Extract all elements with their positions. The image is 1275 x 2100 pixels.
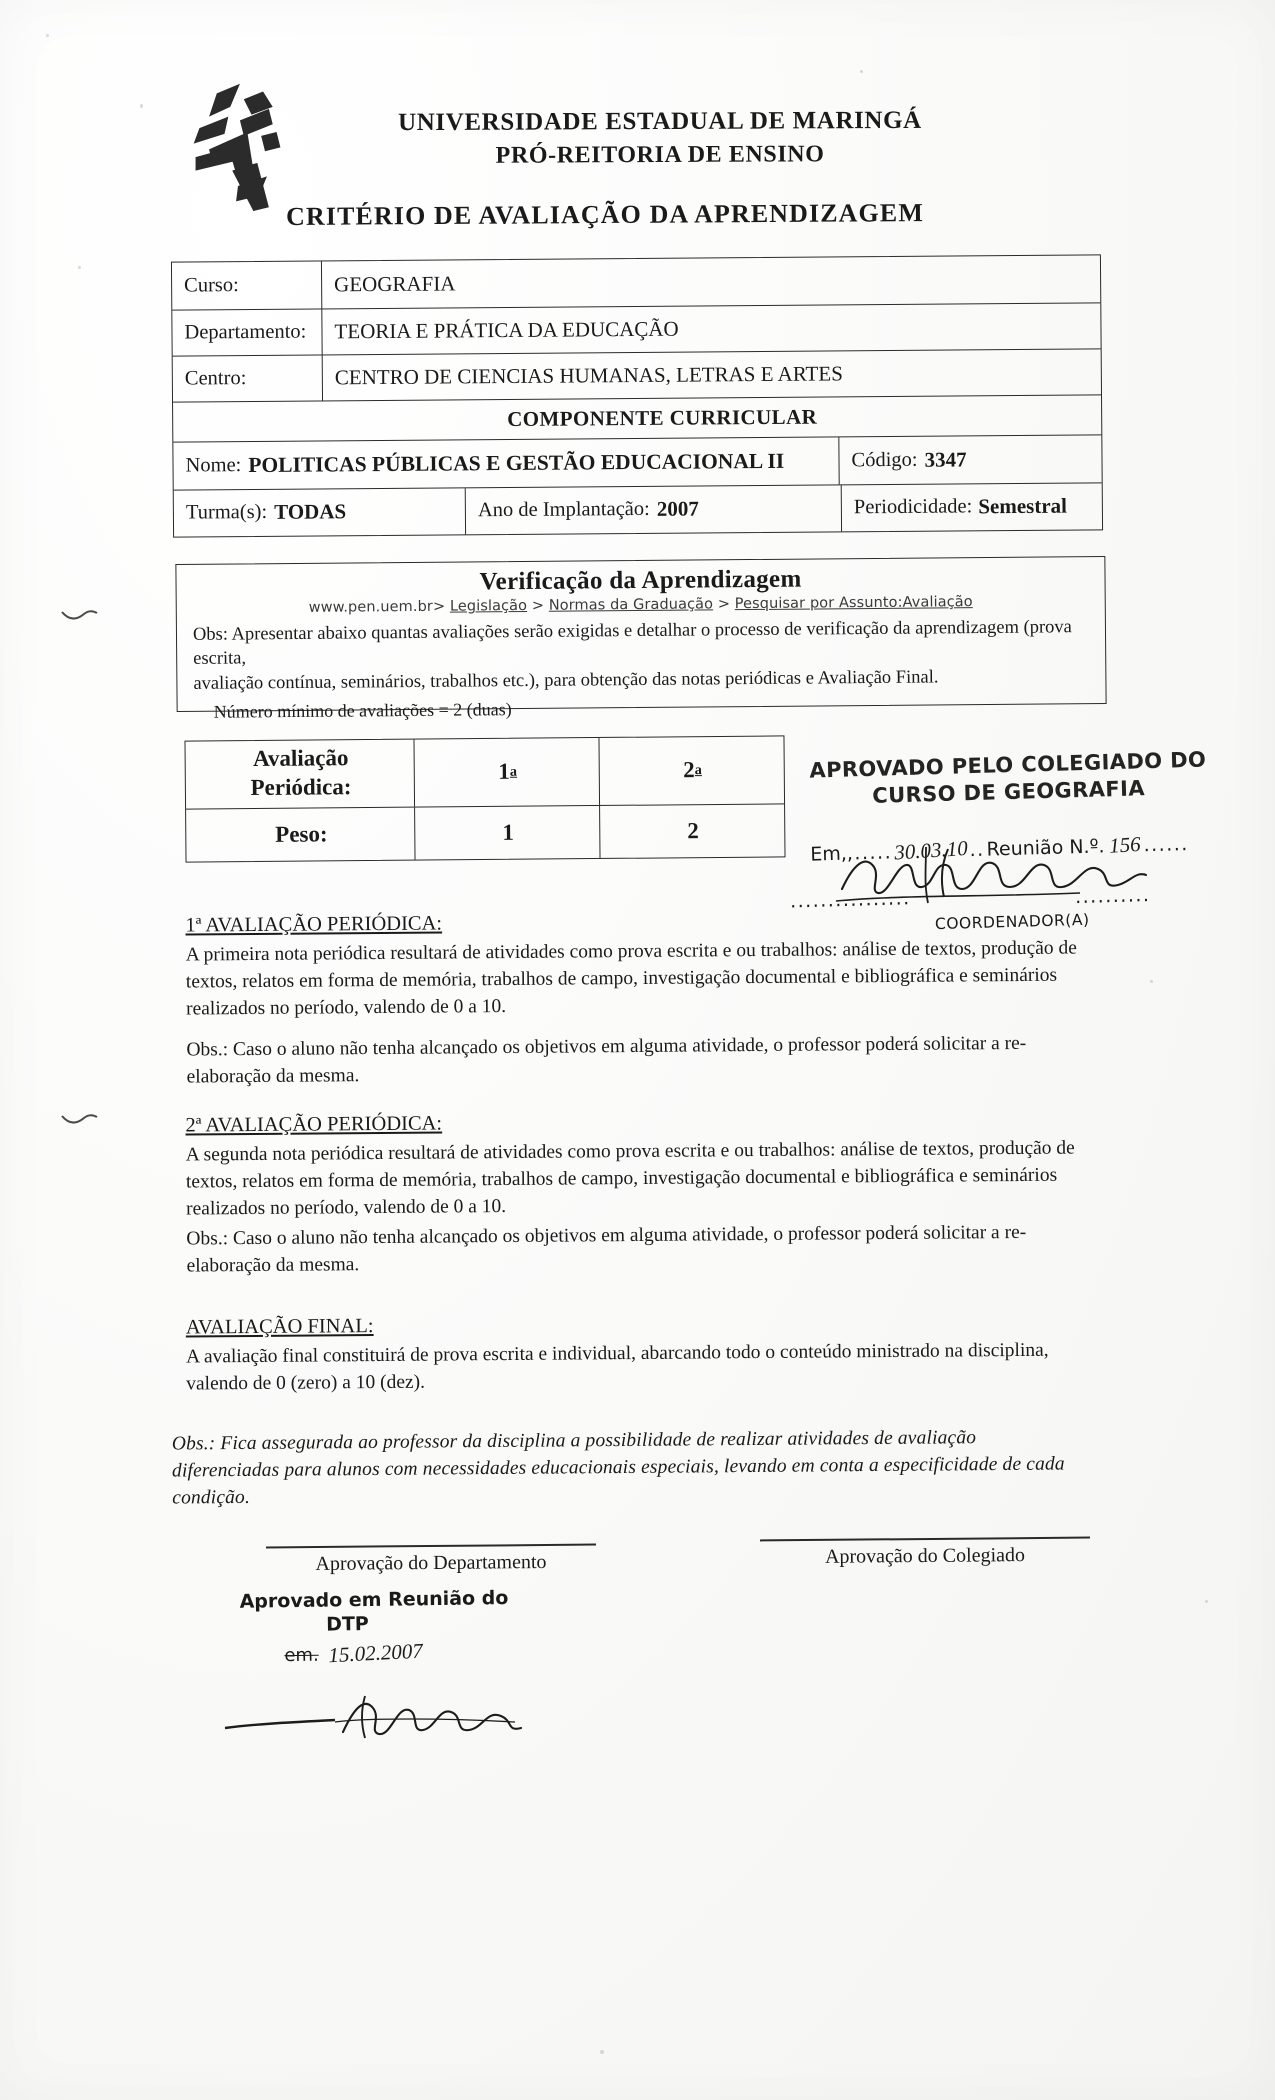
url-crumb-pesquisar: Pesquisar por Assunto:Avaliação [734,594,973,613]
codigo-value: 3347 [924,446,967,472]
final-note: Obs.: Fica assegurada ao professor da disciplina a possibilidade de realizar atividades de avaliação diferenciadas para alunos com necessidades educacionais especiais, levando em conta a especificidade de cada condição. [171,1427,1065,1509]
url-separator: > [717,596,731,613]
verificacao-minimo: Número mínimo de avaliações = 2 (duas) [213,699,512,722]
nome-cell [173,437,839,489]
scan-speck [1205,1600,1208,1603]
turma-label: Turma(s): [185,500,268,524]
peso-value-2: 2 [687,817,699,843]
verificacao-obs-line1: Obs: Apresentar abaixo quantas avaliações serão exigidas e detalhar o processo de verificação da aprendizagem (prova escrita, [192,617,1072,670]
stamp-reuniao-label: Reunião N.º [986,835,1099,861]
col1-number: 1 [498,758,510,784]
col-2a-header [599,736,784,805]
turma-cell [174,488,466,536]
centro-value: CENTRO DE CIENCIAS HUMANAS, LETRAS E ARTES [334,360,843,389]
stamp-title-line2: CURSO DE GEOGRAFIA [871,776,1146,808]
department-signature [215,1688,555,1746]
componente-curricular-band: COMPONENTE CURRICULAR [507,404,818,431]
section-2a-avaliacao [185,1104,1086,1280]
scan-speck [860,70,863,73]
verificacao-obs-line2: avaliação contínua, seminários, trabalhos etc.), para obtenção das notas periódicas e Avaliação Final. [193,667,939,694]
dots-filler: . [1098,835,1107,858]
col2-ordinal: a [694,761,702,778]
section-paragraph: Obs.: Caso o aluno não tenha alcançado os objetivos em alguma atividade, o professor poderá solicitar a re-elaboração da mesma. [186,1221,1027,1277]
verificacao-title: Verificação da Aprendizagem [479,565,802,596]
weights-peso-row [186,804,784,861]
scan-speck [46,34,49,37]
nome-label: Nome: [185,453,242,477]
codigo-label: Código: [851,448,918,471]
scan-speck [78,266,81,269]
stamp-date-handwritten: 30.03.10 [893,835,969,865]
dots-filler: .. [969,838,985,861]
turma-value: TODAS [274,499,347,524]
url-separator: > [531,597,545,614]
departamento-label: Departamento: [172,309,322,355]
header-block [340,104,980,173]
dept-signature-rule [266,1544,596,1549]
stamp-reuniao-number: 156 [1108,831,1142,858]
peso-label: Peso: [186,808,416,862]
table-row-turma-ano-periodicidade [174,483,1102,536]
url-prefix: www.pen.uem.br> [308,598,446,616]
scan-speck [140,104,143,108]
coordenador-label: COORDENADOR(A) [934,910,1090,933]
weights-header-row [185,736,784,809]
section-1a-avaliacao [185,904,1086,1091]
url-crumb-normas: Normas da Graduação [548,596,714,614]
ano-cell [466,485,842,534]
ano-label: Ano de Implantação: [477,497,650,522]
section-heading: 2ª AVALIAÇÃO PERIÓDICA: [185,1112,443,1137]
stamp-signature-dots: .......... [1074,883,1151,909]
university-name: UNIVERSIDADE ESTADUAL DE MARINGÁ [398,106,922,137]
ano-value: 2007 [656,496,699,521]
curso-value: GEOGRAFIA [334,270,456,296]
colegiado-approval-caption: Aprovação do Colegiado [824,1544,1026,1568]
scan-speck [600,2050,604,2054]
scan-speck [1150,980,1153,983]
stamp-signature-dots: ................ [789,887,911,913]
avaliacao-label-line2: Periódica: [250,774,352,801]
dept-em-label: em. [284,1644,319,1667]
office-name: PRÓ-REITORIA DE ENSINO [495,141,825,169]
col2-number: 2 [683,757,695,783]
dept-stamp-date-line [240,1637,640,1668]
periodicidade-value: Semestral [978,493,1068,519]
dept-stamp-line1 [239,1585,639,1613]
departamento-value: TEORIA E PRÁTICA DA EDUCAÇÃO [334,316,679,343]
dots-filler: ...... [1143,832,1190,857]
page-curl-mark [60,1108,100,1130]
verificacao-aprendizagem-box [175,556,1106,722]
col-1a-header [415,738,600,807]
department-approval-stamp [239,1585,640,1668]
stamp-title-line1: APROVADO PELO COLEGIADO DO [809,747,1207,783]
periodicidade-cell [842,483,1102,531]
table-row-departamento [172,303,1100,356]
peso-value-1: 1 [415,806,600,860]
section-avaliacao-final [186,1306,1087,1398]
url-crumb-legislacao: Legislação [449,597,528,615]
stamp-em-label: Em, [809,842,848,866]
centro-label: Centro: [173,355,323,401]
table-row-nome-codigo [173,435,1101,490]
table-row-curso [172,255,1100,310]
table-row-centro [173,349,1101,402]
dept-stamp-line2: DTP [325,1612,369,1636]
curso-label: Curso: [172,261,322,309]
section-heading: 1ª AVALIAÇÃO PERIÓDICA: [185,912,443,937]
colegiado-signature-rule [760,1537,1090,1542]
dept-stamp-text: Aprovado em Reunião do [239,1587,509,1613]
avaliacao-label-line1: Avaliação [252,745,349,772]
identification-table [171,254,1103,537]
page-curl-mark [60,604,100,626]
avaliacao-periodica-header [185,740,415,809]
periodicidade-label: Periodicidade: [853,495,973,519]
dept-date-handwritten: 15.02.2007 [328,1638,424,1668]
page-title: CRITÉRIO DE AVALIAÇÃO DA APRENDIZAGEM [285,198,925,231]
section-heading: AVALIAÇÃO FINAL: [185,1315,374,1339]
section-paragraph: A primeira nota periódica resultará de atividades como prova escrita e ou trabalhos: análise de textos, produção de textos, relatos em forma de memória, trabalhos de campo, investigação documental e bibliográfica e seminários realizados no período, valendo de 0 a 10. [185,937,1077,1020]
section-paragraph: A avaliação final constituirá de prova escrita e individual, abarcando todo o conteúdo ministrado na disciplina, valendo de 0 (zero) a 10 (dez). [185,1340,1049,1395]
section-paragraph: Obs.: Caso o aluno não tenha alcançado os objetivos em alguma atividade, o professor poderá solicitar a re-elaboração da mesma. [186,1032,1027,1088]
dots-filler: ,..... [846,841,893,865]
nome-value: POLITICAS PÚBLICAS E GESTÃO EDUCACIONAL II [248,448,785,477]
codigo-cell [839,435,1101,484]
dept-approval-caption: Aprovação do Departamento [315,1550,547,1576]
section-paragraph: A segunda nota periódica resultará de atividades como prova escrita e ou trabalhos: análise de textos, produção de textos, relatos em forma de memória, trabalhos de campo, investigação documental e bibliográfica e seminários realizados no período, valendo de 0 a 10. [185,1137,1075,1220]
uem-logo [178,78,298,213]
col1-ordinal: a [509,763,518,780]
weights-table [184,735,785,862]
